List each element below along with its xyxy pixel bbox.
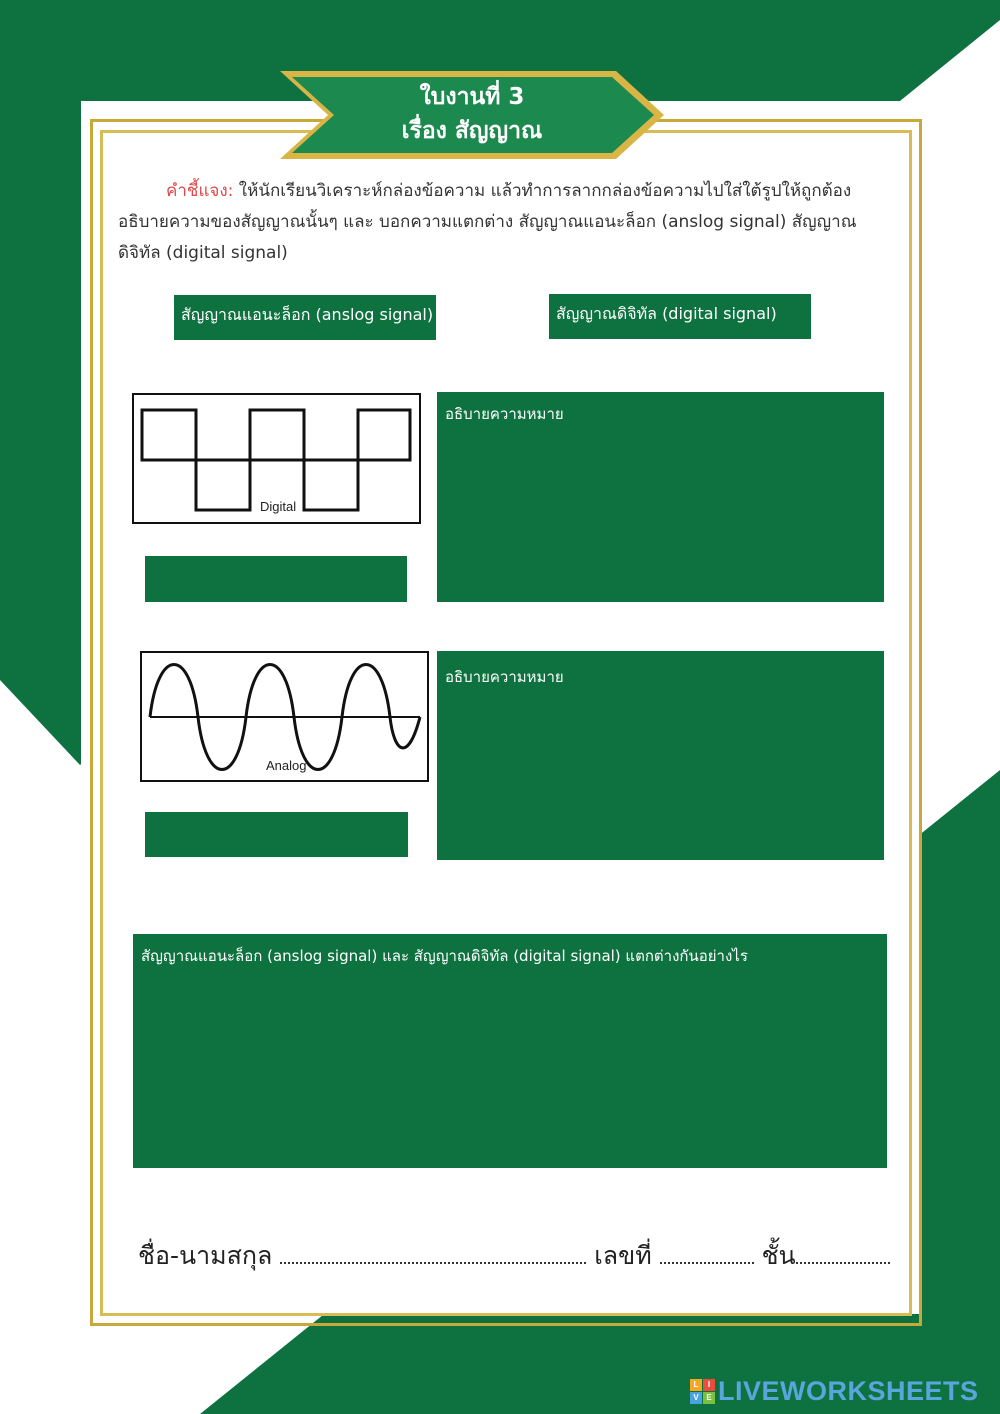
digital-signal-image: [132, 393, 421, 524]
drag-item-analog[interactable]: สัญญาณแอนะล็อก (anslog signal): [174, 295, 436, 340]
instructions: [118, 176, 888, 269]
class-label: ชั้น: [761, 1241, 796, 1270]
analog-label: Analog: [266, 758, 307, 773]
number-label: เลขที่: [594, 1241, 652, 1270]
comparison-prompt: สัญญาณแอนะล็อก (anslog signal) และ สัญญาณดิจิทัล (digital signal) แตกต่างกันอย่างไร: [141, 947, 748, 965]
liveworksheets-logo-icon: L I V E: [690, 1379, 715, 1404]
description-box-analog[interactable]: [437, 651, 884, 860]
number-field[interactable]: [660, 1240, 754, 1264]
name-label: ชื่อ-นามสกุล: [138, 1241, 273, 1270]
watermark-text: LIVEWORKSHEETS: [718, 1375, 979, 1406]
drag-item-digital[interactable]: สัญญาณดิจิทัล (digital signal): [549, 294, 811, 339]
description-prompt-digital: อธิบายความหมาย: [445, 405, 564, 423]
digital-label: Digital: [260, 499, 297, 514]
instructions-body: ให้นักเรียนวิเคราะห์กล่องข้อความ แล้วทำการลากกล่องข้อความไปใส่ใต้รูปให้ถูกต้อง อธิบายความของสัญญาณนั้นๆ และ บอกความแตกต่าง สัญญาณแอนะล็อก (anslog signal) สัญญาณดิจิทัล (digital signal): [118, 181, 857, 263]
instructions-lead: คำชี้แจง:: [166, 181, 234, 201]
analog-signal-image: [140, 651, 429, 782]
title-line-2: เรื่อง สัญญาณ: [401, 118, 543, 144]
class-field[interactable]: [796, 1240, 890, 1264]
drop-zone-digital[interactable]: [145, 556, 407, 602]
comparison-box[interactable]: [133, 934, 887, 1168]
description-box-digital[interactable]: [437, 392, 884, 602]
worksheet-title: [300, 80, 644, 148]
drop-zone-analog[interactable]: [145, 812, 408, 857]
title-line-1: ใบงานที่ 3: [419, 84, 525, 110]
description-prompt-analog: อธิบายความหมาย: [445, 668, 564, 686]
liveworksheets-watermark: [690, 1376, 979, 1406]
name-field[interactable]: [280, 1240, 586, 1264]
student-info-line: [138, 1236, 898, 1276]
